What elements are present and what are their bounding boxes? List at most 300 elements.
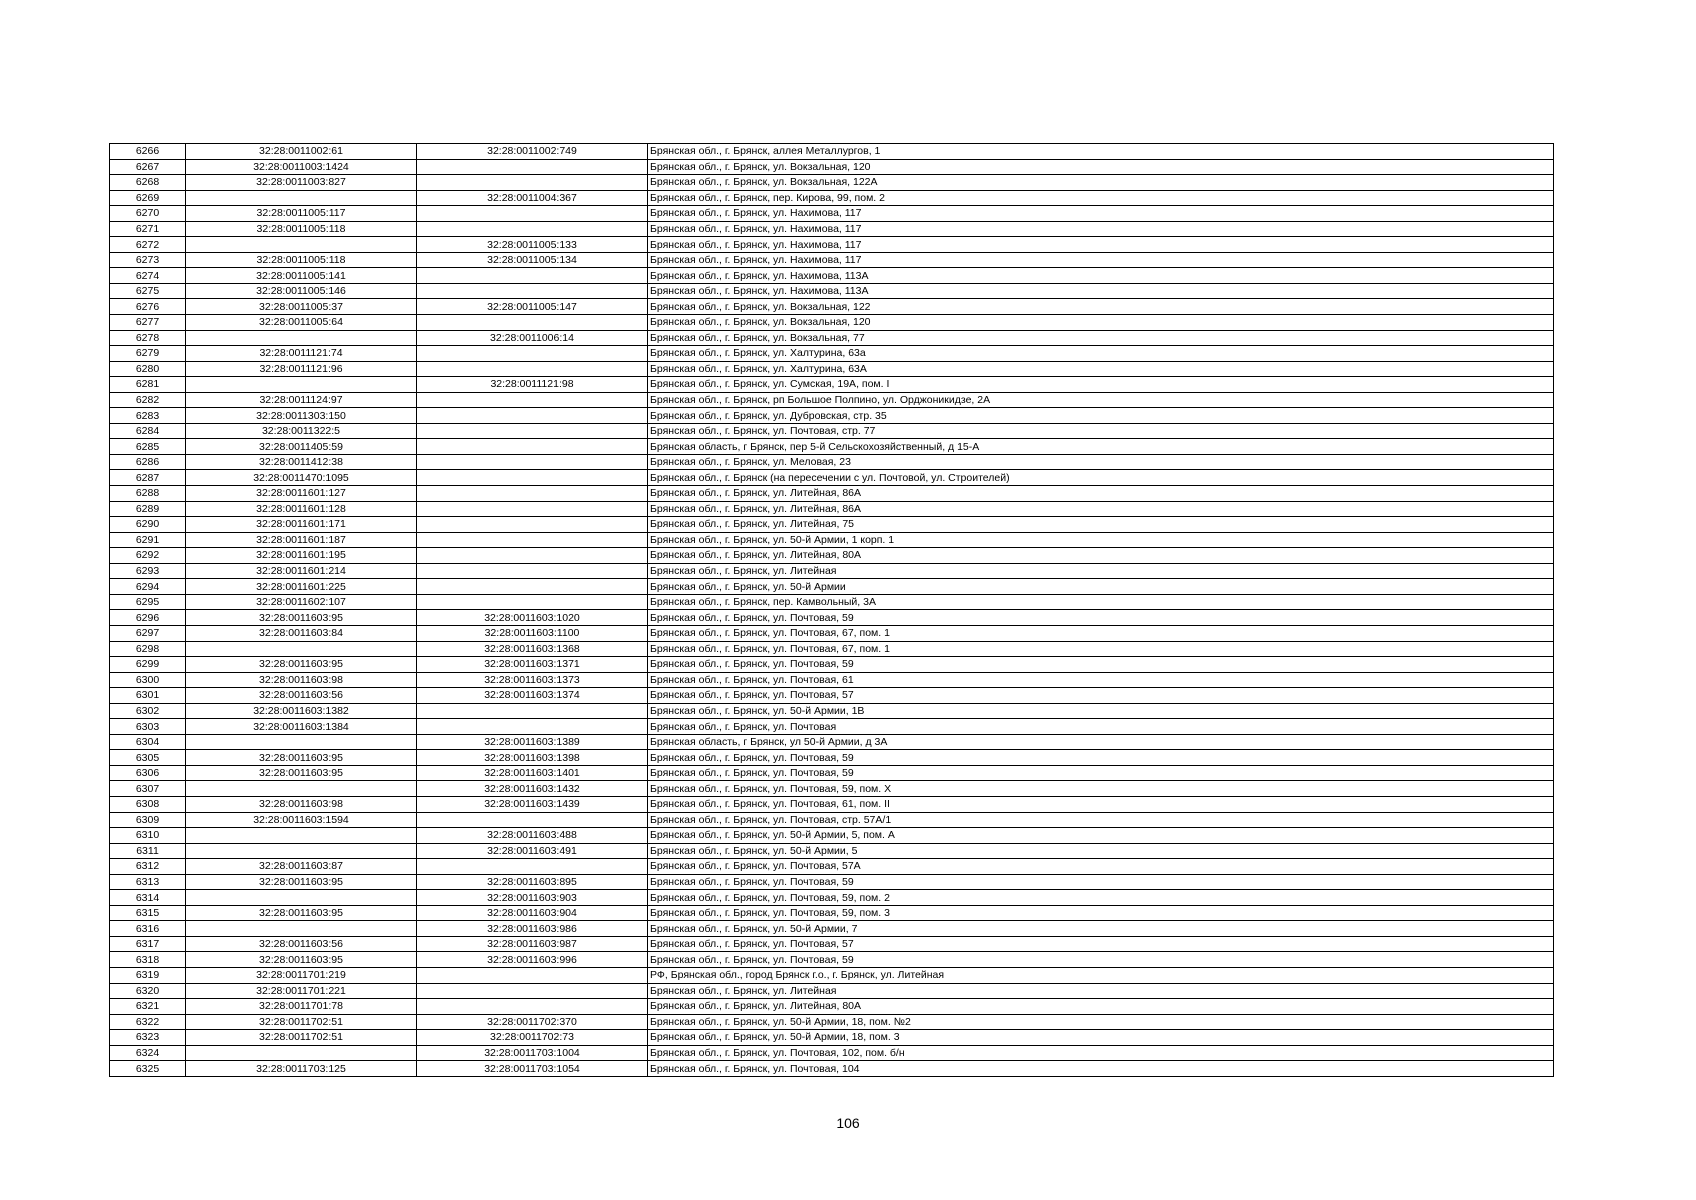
table-row <box>110 703 1554 719</box>
address-cell: Брянская обл., г. Брянск, ул. Почтовая, 59 <box>648 750 1554 766</box>
table-row <box>110 859 1554 875</box>
address-cell: Брянская обл., г. Брянск, ул. Почтовая, 67, пом. 1 <box>648 641 1554 657</box>
land-cadastral-number-cell <box>186 843 417 859</box>
building-cadastral-number-cell <box>417 812 648 828</box>
row-number-cell: 6321 <box>110 999 186 1015</box>
address-cell: РФ, Брянская обл., город Брянск г.о., г. Брянск, ул. Литейная <box>648 967 1554 983</box>
land-cadastral-number-cell: 32:28:0011603:95 <box>186 610 417 626</box>
building-cadastral-number-cell: 32:28:0011703:1054 <box>417 1061 648 1077</box>
row-number-cell: 6282 <box>110 392 186 408</box>
building-cadastral-number-cell: 32:28:0011603:895 <box>417 874 648 890</box>
building-cadastral-number-cell: 32:28:0011603:491 <box>417 843 648 859</box>
building-cadastral-number-cell: 32:28:0011006:14 <box>417 330 648 346</box>
land-cadastral-number-cell: 32:28:0011601:128 <box>186 501 417 517</box>
table-row <box>110 983 1554 999</box>
land-cadastral-number-cell: 32:28:0011005:37 <box>186 299 417 315</box>
row-number-cell: 6301 <box>110 688 186 704</box>
building-cadastral-number-cell: 32:28:0011603:996 <box>417 952 648 968</box>
address-cell: Брянская обл., г. Брянск, ул. 50-й Армии <box>648 579 1554 595</box>
address-cell: Брянская обл., г. Брянск, ул. Литейная, 86А <box>648 501 1554 517</box>
address-cell: Брянская обл., г. Брянск, ул. Халтурина, 63а <box>648 346 1554 362</box>
table-row <box>110 1045 1554 1061</box>
land-cadastral-number-cell: 32:28:0011470:1095 <box>186 470 417 486</box>
building-cadastral-number-cell <box>417 703 648 719</box>
table-row <box>110 175 1554 191</box>
land-cadastral-number-cell: 32:28:0011603:95 <box>186 874 417 890</box>
building-cadastral-number-cell <box>417 999 648 1015</box>
table-row <box>110 330 1554 346</box>
land-cadastral-number-cell: 32:28:0011603:98 <box>186 796 417 812</box>
address-cell: Брянская обл., г. Брянск, ул. Почтовая, 59, пом. Х <box>648 781 1554 797</box>
row-number-cell: 6319 <box>110 967 186 983</box>
address-cell: Брянская обл., г. Брянск, ул. Сумская, 19А, пом. I <box>648 377 1554 393</box>
row-number-cell: 6276 <box>110 299 186 315</box>
table-row <box>110 423 1554 439</box>
address-cell: Брянская обл., г. Брянск, ул. Нахимова, 117 <box>648 237 1554 253</box>
table-row <box>110 454 1554 470</box>
address-cell: Брянская обл., г. Брянск, ул. Литейная, 75 <box>648 517 1554 533</box>
land-cadastral-number-cell: 32:28:0011601:225 <box>186 579 417 595</box>
row-number-cell: 6280 <box>110 361 186 377</box>
address-cell: Брянская область, г Брянск, пер 5-й Сельскохозяйственный, д 15-А <box>648 439 1554 455</box>
land-cadastral-number-cell: 32:28:0011601:171 <box>186 517 417 533</box>
land-cadastral-number-cell: 32:28:0011603:56 <box>186 688 417 704</box>
land-cadastral-number-cell: 32:28:0011603:95 <box>186 750 417 766</box>
land-cadastral-number-cell <box>186 734 417 750</box>
table-row <box>110 781 1554 797</box>
row-number-cell: 6281 <box>110 377 186 393</box>
row-number-cell: 6307 <box>110 781 186 797</box>
land-cadastral-number-cell: 32:28:0011603:95 <box>186 952 417 968</box>
row-number-cell: 6295 <box>110 594 186 610</box>
address-cell: Брянская обл., г. Брянск, ул. 50-й Армии, 7 <box>648 921 1554 937</box>
land-cadastral-number-cell: 32:28:0011603:1594 <box>186 812 417 828</box>
table-row <box>110 283 1554 299</box>
address-cell: Брянская обл., г. Брянск, пер. Камвольный, 3А <box>648 594 1554 610</box>
table-row <box>110 486 1554 502</box>
row-number-cell: 6268 <box>110 175 186 191</box>
table-row <box>110 625 1554 641</box>
building-cadastral-number-cell <box>417 454 648 470</box>
building-cadastral-number-cell <box>417 983 648 999</box>
building-cadastral-number-cell <box>417 594 648 610</box>
building-cadastral-number-cell: 32:28:0011005:147 <box>417 299 648 315</box>
row-number-cell: 6287 <box>110 470 186 486</box>
land-cadastral-number-cell: 32:28:0011601:187 <box>186 532 417 548</box>
address-cell: Брянская обл., г. Брянск, ул. Почтовая, 59 <box>648 765 1554 781</box>
building-cadastral-number-cell: 32:28:0011603:1373 <box>417 672 648 688</box>
building-cadastral-number-cell: 32:28:0011603:1374 <box>417 688 648 704</box>
land-cadastral-number-cell: 32:28:0011601:195 <box>186 548 417 564</box>
land-cadastral-number-cell <box>186 890 417 906</box>
address-cell: Брянская обл., г. Брянск, ул. Почтовая, 59 <box>648 657 1554 673</box>
building-cadastral-number-cell <box>417 719 648 735</box>
address-cell: Брянская обл., г. Брянск, ул. Литейная <box>648 983 1554 999</box>
address-cell: Брянская обл., г. Брянск, пер. Кирова, 99, пом. 2 <box>648 190 1554 206</box>
row-number-cell: 6305 <box>110 750 186 766</box>
building-cadastral-number-cell: 32:28:0011603:488 <box>417 828 648 844</box>
table-row <box>110 874 1554 890</box>
building-cadastral-number-cell <box>417 392 648 408</box>
building-cadastral-number-cell <box>417 486 648 502</box>
row-number-cell: 6316 <box>110 921 186 937</box>
address-cell: Брянская обл., г. Брянск, ул. Почтовая, 102, пом. б/н <box>648 1045 1554 1061</box>
row-number-cell: 6313 <box>110 874 186 890</box>
row-number-cell: 6306 <box>110 765 186 781</box>
building-cadastral-number-cell: 32:28:0011603:1020 <box>417 610 648 626</box>
table-row <box>110 688 1554 704</box>
table-row <box>110 377 1554 393</box>
land-cadastral-number-cell: 32:28:0011005:146 <box>186 283 417 299</box>
address-cell: Брянская обл., г. Брянск, ул. Вокзальная, 77 <box>648 330 1554 346</box>
table-row <box>110 843 1554 859</box>
table-row <box>110 315 1554 331</box>
address-cell: Брянская обл., г. Брянск, ул. Литейная <box>648 563 1554 579</box>
address-cell: Брянская обл., г. Брянск, ул. Литейная, 80А <box>648 999 1554 1015</box>
land-cadastral-number-cell <box>186 641 417 657</box>
table-row <box>110 190 1554 206</box>
table-row <box>110 796 1554 812</box>
table-row <box>110 1030 1554 1046</box>
land-cadastral-number-cell <box>186 828 417 844</box>
table-row <box>110 501 1554 517</box>
address-cell: Брянская обл., г. Брянск, ул. Почтовая, 59 <box>648 610 1554 626</box>
row-number-cell: 6272 <box>110 237 186 253</box>
building-cadastral-number-cell: 32:28:0011603:1100 <box>417 625 648 641</box>
address-cell: Брянская обл., г. Брянск, ул. Почтовая, 57 <box>648 936 1554 952</box>
building-cadastral-number-cell <box>417 268 648 284</box>
land-cadastral-number-cell <box>186 237 417 253</box>
registry-table <box>109 143 1554 1077</box>
table-row <box>110 346 1554 362</box>
row-number-cell: 6266 <box>110 144 186 160</box>
address-cell: Брянская обл., г. Брянск, ул. Нахимова, 113А <box>648 268 1554 284</box>
table-row <box>110 392 1554 408</box>
land-cadastral-number-cell: 32:28:0011121:74 <box>186 346 417 362</box>
land-cadastral-number-cell: 32:28:0011703:125 <box>186 1061 417 1077</box>
row-number-cell: 6288 <box>110 486 186 502</box>
table-row <box>110 610 1554 626</box>
land-cadastral-number-cell: 32:28:0011121:96 <box>186 361 417 377</box>
land-cadastral-number-cell: 32:28:0011603:56 <box>186 936 417 952</box>
table-row <box>110 361 1554 377</box>
address-cell: Брянская обл., г. Брянск, ул. 50-й Армии, 18, пом. 3 <box>648 1030 1554 1046</box>
row-number-cell: 6275 <box>110 283 186 299</box>
building-cadastral-number-cell <box>417 548 648 564</box>
address-cell: Брянская обл., г. Брянск, ул. Нахимова, 117 <box>648 252 1554 268</box>
row-number-cell: 6292 <box>110 548 186 564</box>
land-cadastral-number-cell <box>186 330 417 346</box>
building-cadastral-number-cell: 32:28:0011603:1398 <box>417 750 648 766</box>
land-cadastral-number-cell: 32:28:0011603:84 <box>186 625 417 641</box>
building-cadastral-number-cell: 32:28:0011005:134 <box>417 252 648 268</box>
address-cell: Брянская обл., г. Брянск, ул. Почтовая, 59, пом. 3 <box>648 905 1554 921</box>
address-cell: Брянская обл., г. Брянск, ул. Почтовая, 67, пом. 1 <box>648 625 1554 641</box>
address-cell: Брянская обл., г. Брянск, ул. 50-й Армии, 5 <box>648 843 1554 859</box>
building-cadastral-number-cell: 32:28:0011703:1004 <box>417 1045 648 1061</box>
table-row <box>110 268 1554 284</box>
address-cell: Брянская обл., г. Брянск, ул. Дубровская, стр. 35 <box>648 408 1554 424</box>
land-cadastral-number-cell: 32:28:0011603:1384 <box>186 719 417 735</box>
table-row <box>110 1014 1554 1030</box>
row-number-cell: 6279 <box>110 346 186 362</box>
row-number-cell: 6312 <box>110 859 186 875</box>
address-cell: Брянская обл., г. Брянск, ул. Почтовая, стр. 77 <box>648 423 1554 439</box>
land-cadastral-number-cell: 32:28:0011603:95 <box>186 905 417 921</box>
address-cell: Брянская обл., г. Брянск, ул. 50-й Армии, 18, пом. №2 <box>648 1014 1554 1030</box>
table-row <box>110 936 1554 952</box>
address-cell: Брянская обл., г. Брянск, ул. Меловая, 23 <box>648 454 1554 470</box>
land-cadastral-number-cell: 32:28:0011405:59 <box>186 439 417 455</box>
building-cadastral-number-cell <box>417 315 648 331</box>
row-number-cell: 6315 <box>110 905 186 921</box>
building-cadastral-number-cell: 32:28:0011603:1439 <box>417 796 648 812</box>
address-cell: Брянская обл., г. Брянск, рп Большое Полпино, ул. Орджоникидзе, 2А <box>648 392 1554 408</box>
address-cell: Брянская обл., г. Брянск, ул. Вокзальная, 122 <box>648 299 1554 315</box>
table-row <box>110 750 1554 766</box>
land-cadastral-number-cell: 32:28:0011603:95 <box>186 657 417 673</box>
page-number: 106 <box>836 1115 860 1131</box>
building-cadastral-number-cell: 32:28:0011603:904 <box>417 905 648 921</box>
land-cadastral-number-cell <box>186 781 417 797</box>
table-row <box>110 206 1554 222</box>
building-cadastral-number-cell <box>417 206 648 222</box>
address-cell: Брянская обл., г. Брянск, ул. Вокзальная, 120 <box>648 315 1554 331</box>
building-cadastral-number-cell: 32:28:0011603:1432 <box>417 781 648 797</box>
row-number-cell: 6303 <box>110 719 186 735</box>
building-cadastral-number-cell <box>417 439 648 455</box>
land-cadastral-number-cell: 32:28:0011005:64 <box>186 315 417 331</box>
registry-table-body <box>110 144 1554 1077</box>
building-cadastral-number-cell <box>417 175 648 191</box>
table-row <box>110 159 1554 175</box>
row-number-cell: 6278 <box>110 330 186 346</box>
table-row <box>110 719 1554 735</box>
building-cadastral-number-cell: 32:28:0011005:133 <box>417 237 648 253</box>
address-cell: Брянская обл., г. Брянск, ул. Почтовая, 61, пом. II <box>648 796 1554 812</box>
table-row <box>110 439 1554 455</box>
building-cadastral-number-cell: 32:28:0011002:749 <box>417 144 648 160</box>
row-number-cell: 6310 <box>110 828 186 844</box>
row-number-cell: 6289 <box>110 501 186 517</box>
table-row <box>110 252 1554 268</box>
land-cadastral-number-cell: 32:28:0011603:87 <box>186 859 417 875</box>
table-row <box>110 532 1554 548</box>
address-cell: Брянская обл., г. Брянск, ул. Нахимова, 117 <box>648 206 1554 222</box>
building-cadastral-number-cell: 32:28:0011603:986 <box>417 921 648 937</box>
building-cadastral-number-cell <box>417 859 648 875</box>
address-cell: Брянская обл., г. Брянск, ул. Почтовая, 57 <box>648 688 1554 704</box>
table-row <box>110 1061 1554 1077</box>
address-cell: Брянская обл., г. Брянск, ул. Почтовая, 59 <box>648 952 1554 968</box>
land-cadastral-number-cell <box>186 1045 417 1061</box>
building-cadastral-number-cell <box>417 563 648 579</box>
land-cadastral-number-cell: 32:28:0011003:1424 <box>186 159 417 175</box>
row-number-cell: 6270 <box>110 206 186 222</box>
table-row <box>110 470 1554 486</box>
address-cell: Брянская обл., г. Брянск, ул. Почтовая, 59 <box>648 874 1554 890</box>
land-cadastral-number-cell: 32:28:0011005:118 <box>186 221 417 237</box>
table-row <box>110 921 1554 937</box>
address-cell: Брянская обл., г. Брянск, ул. 50-й Армии, 1 корп. 1 <box>648 532 1554 548</box>
building-cadastral-number-cell <box>417 517 648 533</box>
land-cadastral-number-cell: 32:28:0011601:214 <box>186 563 417 579</box>
address-cell: Брянская обл., г. Брянск, ул. Халтурина, 63А <box>648 361 1554 377</box>
land-cadastral-number-cell: 32:28:0011603:98 <box>186 672 417 688</box>
table-row <box>110 641 1554 657</box>
row-number-cell: 6309 <box>110 812 186 828</box>
row-number-cell: 6318 <box>110 952 186 968</box>
land-cadastral-number-cell: 32:28:0011602:107 <box>186 594 417 610</box>
address-cell: Брянская обл., г. Брянск, ул. Почтовая, 61 <box>648 672 1554 688</box>
table-row <box>110 563 1554 579</box>
land-cadastral-number-cell: 32:28:0011701:219 <box>186 967 417 983</box>
building-cadastral-number-cell <box>417 532 648 548</box>
land-cadastral-number-cell: 32:28:0011701:221 <box>186 983 417 999</box>
building-cadastral-number-cell <box>417 221 648 237</box>
address-cell: Брянская обл., г. Брянск, ул. Литейная, 80А <box>648 548 1554 564</box>
building-cadastral-number-cell <box>417 408 648 424</box>
address-cell: Брянская обл., г. Брянск, ул. Почтовая, 104 <box>648 1061 1554 1077</box>
land-cadastral-number-cell: 32:28:0011702:51 <box>186 1030 417 1046</box>
land-cadastral-number-cell <box>186 921 417 937</box>
address-cell: Брянская обл., г. Брянск, ул. Вокзальная, 122А <box>648 175 1554 191</box>
table-row <box>110 548 1554 564</box>
address-cell: Брянская обл., г. Брянск, ул. Почтовая, стр. 57А/1 <box>648 812 1554 828</box>
row-number-cell: 6291 <box>110 532 186 548</box>
building-cadastral-number-cell: 32:28:0011603:1371 <box>417 657 648 673</box>
row-number-cell: 6293 <box>110 563 186 579</box>
table-row <box>110 144 1554 160</box>
building-cadastral-number-cell: 32:28:0011121:98 <box>417 377 648 393</box>
row-number-cell: 6308 <box>110 796 186 812</box>
building-cadastral-number-cell: 32:28:0011603:1389 <box>417 734 648 750</box>
table-row <box>110 828 1554 844</box>
row-number-cell: 6311 <box>110 843 186 859</box>
row-number-cell: 6285 <box>110 439 186 455</box>
building-cadastral-number-cell: 32:28:0011702:370 <box>417 1014 648 1030</box>
table-row <box>110 579 1554 595</box>
table-row <box>110 657 1554 673</box>
table-row <box>110 221 1554 237</box>
land-cadastral-number-cell: 32:28:0011603:95 <box>186 765 417 781</box>
building-cadastral-number-cell: 32:28:0011603:1401 <box>417 765 648 781</box>
row-number-cell: 6314 <box>110 890 186 906</box>
building-cadastral-number-cell: 32:28:0011702:73 <box>417 1030 648 1046</box>
table-row <box>110 905 1554 921</box>
address-cell: Брянская обл., г. Брянск, ул. Литейная, 86А <box>648 486 1554 502</box>
land-cadastral-number-cell: 32:28:0011124:97 <box>186 392 417 408</box>
row-number-cell: 6267 <box>110 159 186 175</box>
row-number-cell: 6271 <box>110 221 186 237</box>
row-number-cell: 6284 <box>110 423 186 439</box>
building-cadastral-number-cell: 32:28:0011603:1368 <box>417 641 648 657</box>
address-cell: Брянская обл., г. Брянск, ул. Почтовая <box>648 719 1554 735</box>
land-cadastral-number-cell: 32:28:0011005:117 <box>186 206 417 222</box>
table-row <box>110 672 1554 688</box>
land-cadastral-number-cell: 32:28:0011002:61 <box>186 144 417 160</box>
land-cadastral-number-cell: 32:28:0011322:5 <box>186 423 417 439</box>
address-cell: Брянская обл., г. Брянск, ул. Почтовая, 57А <box>648 859 1554 875</box>
table-row <box>110 765 1554 781</box>
land-cadastral-number-cell: 32:28:0011412:38 <box>186 454 417 470</box>
address-cell: Брянская обл., г. Брянск, ул. Вокзальная, 120 <box>648 159 1554 175</box>
row-number-cell: 6269 <box>110 190 186 206</box>
table-row <box>110 999 1554 1015</box>
row-number-cell: 6325 <box>110 1061 186 1077</box>
row-number-cell: 6324 <box>110 1045 186 1061</box>
table-row <box>110 967 1554 983</box>
address-cell: Брянская обл., г. Брянск, ул. Почтовая, 59, пом. 2 <box>648 890 1554 906</box>
table-row <box>110 594 1554 610</box>
row-number-cell: 6286 <box>110 454 186 470</box>
address-cell: Брянская обл., г. Брянск, ул. 50-й Армии, 5, пом. А <box>648 828 1554 844</box>
table-row <box>110 237 1554 253</box>
row-number-cell: 6300 <box>110 672 186 688</box>
building-cadastral-number-cell: 32:28:0011004:367 <box>417 190 648 206</box>
row-number-cell: 6283 <box>110 408 186 424</box>
row-number-cell: 6299 <box>110 657 186 673</box>
building-cadastral-number-cell: 32:28:0011603:903 <box>417 890 648 906</box>
building-cadastral-number-cell: 32:28:0011603:987 <box>417 936 648 952</box>
address-cell: Брянская обл., г. Брянск, ул. Нахимова, 117 <box>648 221 1554 237</box>
table-row <box>110 812 1554 828</box>
row-number-cell: 6298 <box>110 641 186 657</box>
row-number-cell: 6323 <box>110 1030 186 1046</box>
land-cadastral-number-cell: 32:28:0011601:127 <box>186 486 417 502</box>
land-cadastral-number-cell: 32:28:0011603:1382 <box>186 703 417 719</box>
land-cadastral-number-cell: 32:28:0011005:141 <box>186 268 417 284</box>
land-cadastral-number-cell: 32:28:0011003:827 <box>186 175 417 191</box>
building-cadastral-number-cell <box>417 967 648 983</box>
building-cadastral-number-cell <box>417 283 648 299</box>
row-number-cell: 6277 <box>110 315 186 331</box>
building-cadastral-number-cell <box>417 346 648 362</box>
row-number-cell: 6304 <box>110 734 186 750</box>
address-cell: Брянская обл., г. Брянск, аллея Металлургов, 1 <box>648 144 1554 160</box>
address-cell: Брянская область, г Брянск, ул 50-й Армии, д 3А <box>648 734 1554 750</box>
row-number-cell: 6290 <box>110 517 186 533</box>
building-cadastral-number-cell <box>417 423 648 439</box>
building-cadastral-number-cell <box>417 470 648 486</box>
table-row <box>110 408 1554 424</box>
address-cell: Брянская обл., г. Брянск (на пересечении с ул. Почтовой, ул. Строителей) <box>648 470 1554 486</box>
building-cadastral-number-cell <box>417 159 648 175</box>
row-number-cell: 6297 <box>110 625 186 641</box>
table-row <box>110 890 1554 906</box>
row-number-cell: 6273 <box>110 252 186 268</box>
building-cadastral-number-cell <box>417 361 648 377</box>
row-number-cell: 6320 <box>110 983 186 999</box>
row-number-cell: 6294 <box>110 579 186 595</box>
row-number-cell: 6322 <box>110 1014 186 1030</box>
land-cadastral-number-cell <box>186 377 417 393</box>
land-cadastral-number-cell: 32:28:0011005:118 <box>186 252 417 268</box>
land-cadastral-number-cell <box>186 190 417 206</box>
address-cell: Брянская обл., г. Брянск, ул. Нахимова, 113А <box>648 283 1554 299</box>
land-cadastral-number-cell: 32:28:0011701:78 <box>186 999 417 1015</box>
table-row <box>110 517 1554 533</box>
table-row <box>110 734 1554 750</box>
row-number-cell: 6317 <box>110 936 186 952</box>
row-number-cell: 6302 <box>110 703 186 719</box>
table-row <box>110 299 1554 315</box>
building-cadastral-number-cell <box>417 501 648 517</box>
table-row <box>110 952 1554 968</box>
land-cadastral-number-cell: 32:28:0011303:150 <box>186 408 417 424</box>
land-cadastral-number-cell: 32:28:0011702:51 <box>186 1014 417 1030</box>
row-number-cell: 6274 <box>110 268 186 284</box>
